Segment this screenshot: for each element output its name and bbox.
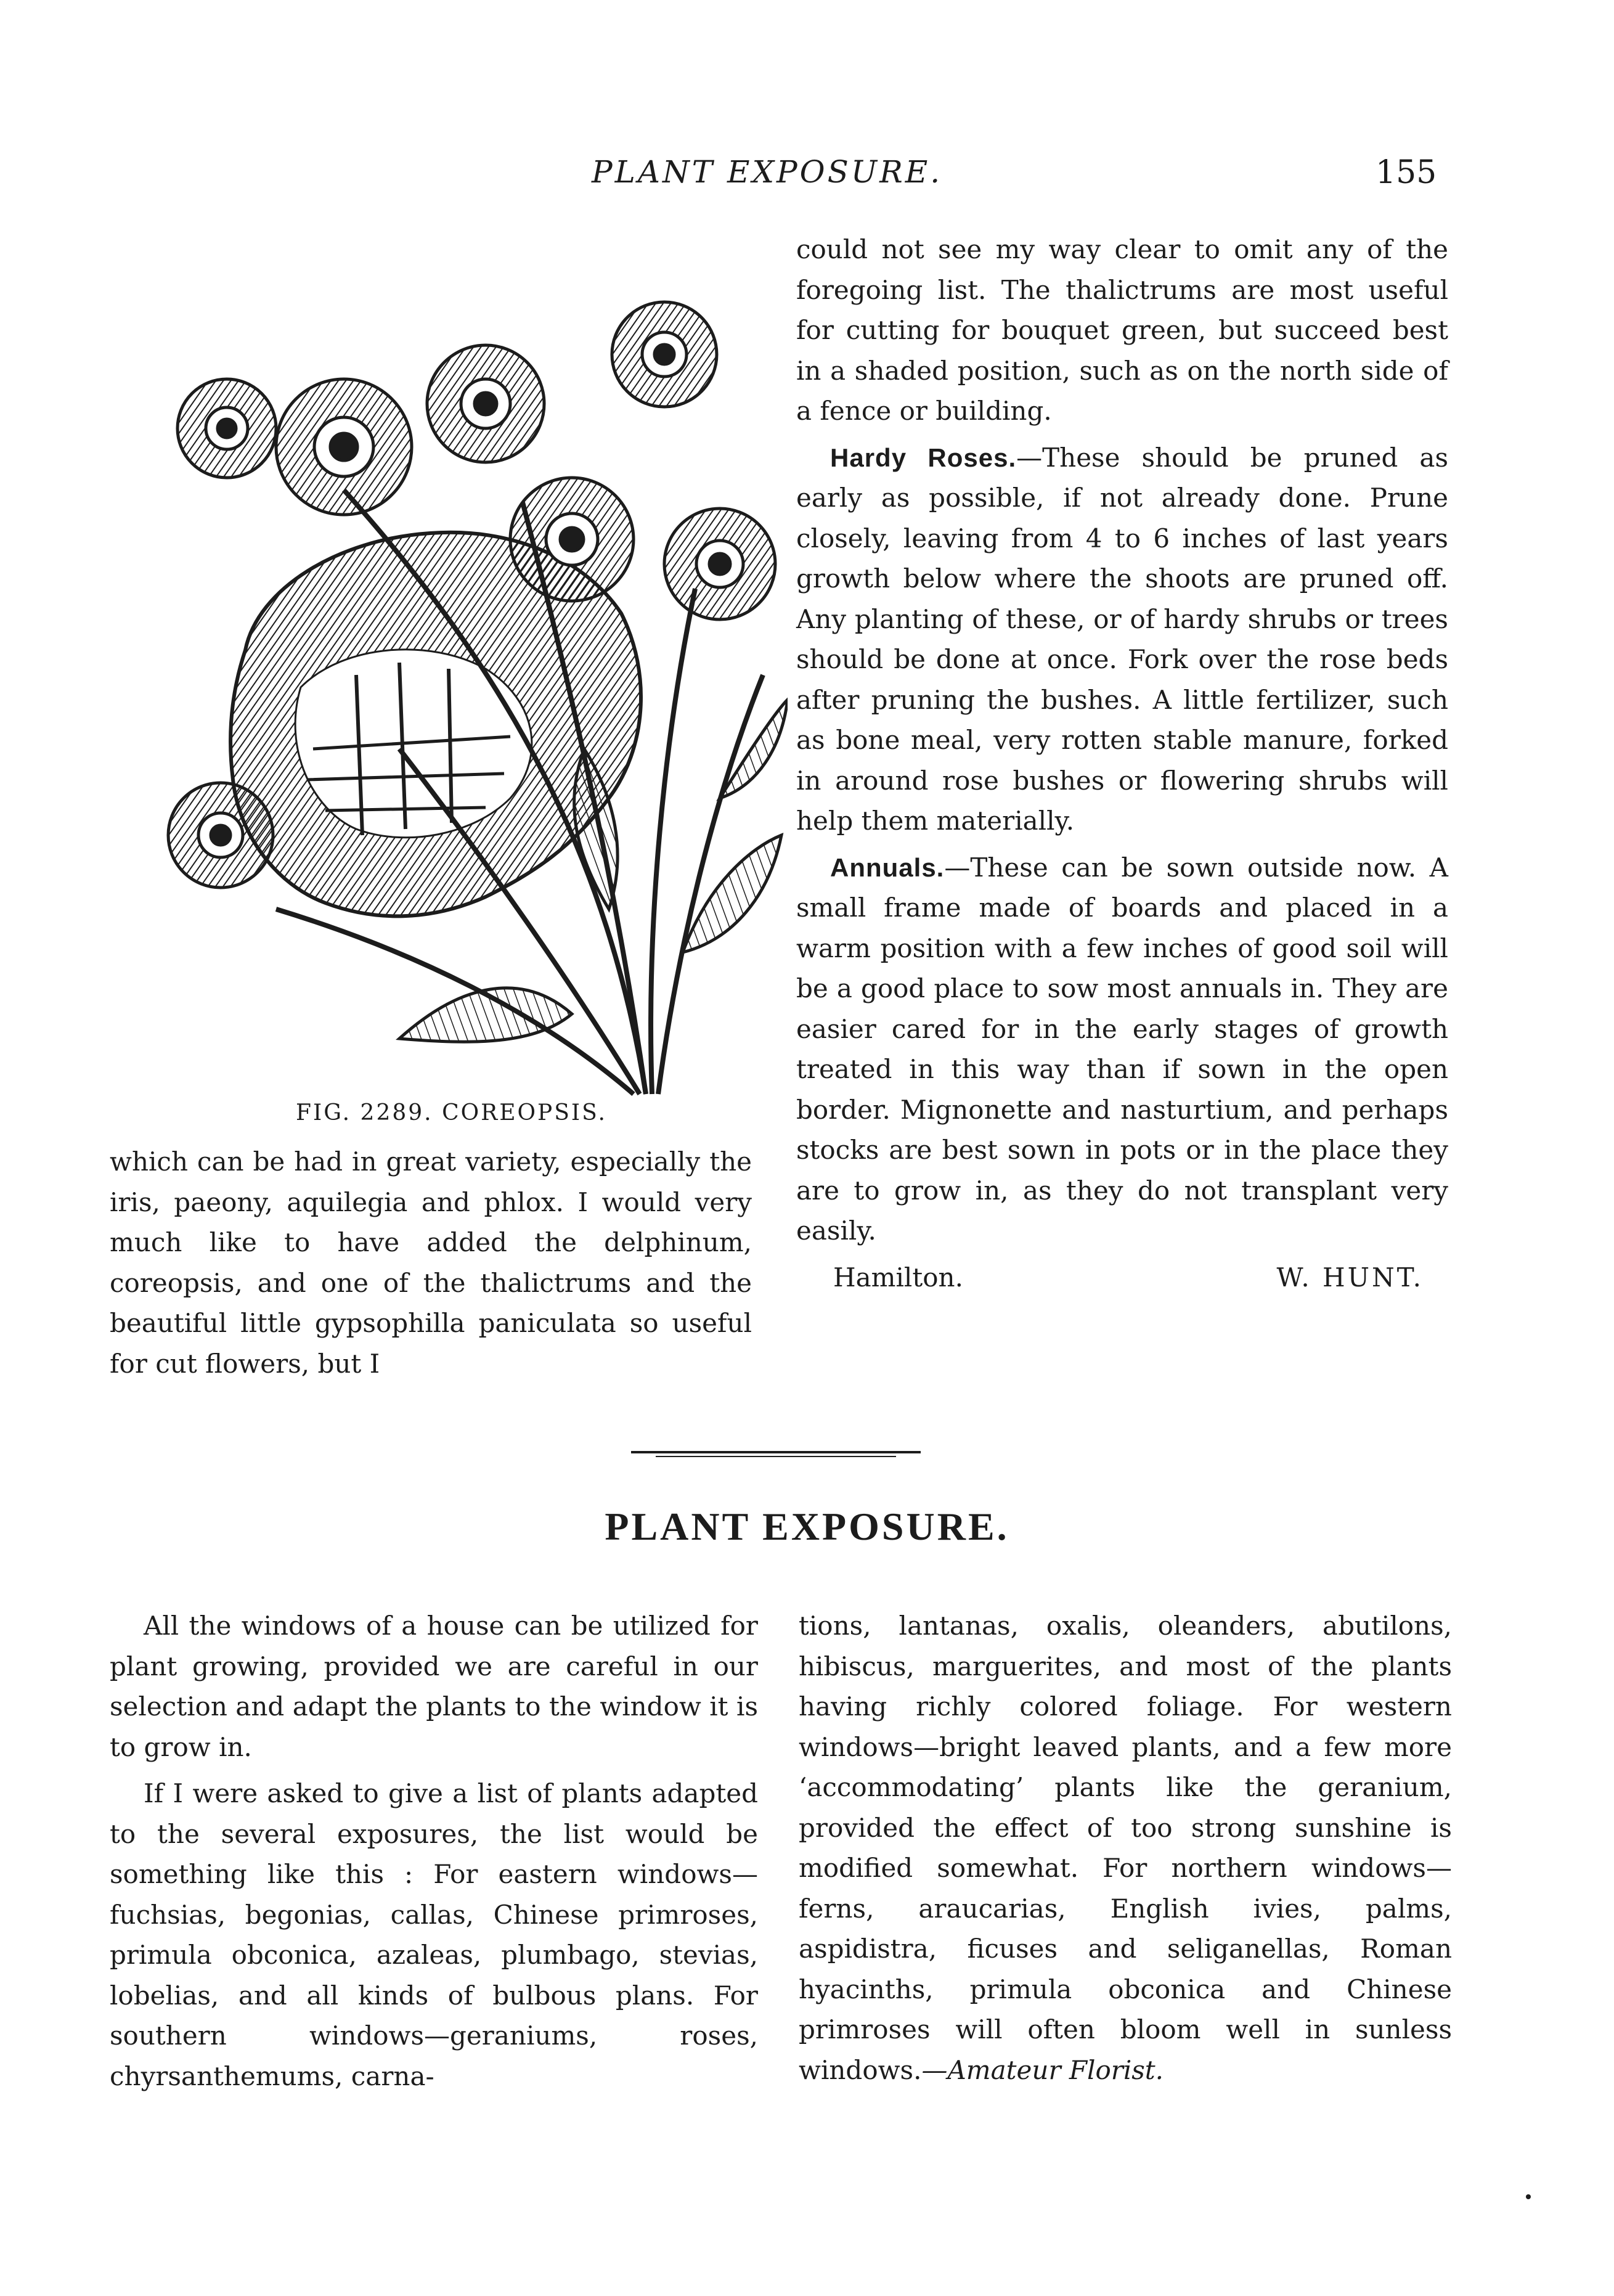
print-speck [1526, 2194, 1531, 2199]
annuals-paragraph [796, 848, 1448, 1251]
hardy-roses-heading: Hardy Roses. [830, 443, 1017, 472]
right-intro-paragraph: could not see my way clear to omit any of the foregoing list. The thalictrums are most useful for cutting for bouquet green, but succeed best in a shaded position, such as on the north side of a fence or building. [796, 234, 1448, 426]
article-paragraph-1: All the windows of a house can be utilized for plant growing, provided we are careful in our selection and adapt the plants to the window it is to grow in. [110, 1611, 758, 1762]
right-column-text [796, 229, 1448, 1297]
article-paragraph-2: If I were asked to give a list of plants adapted to the several exposures, the list would be something like this : For eastern windows—fuchsias, begonias, callas, Chinese primroses, primula obconica, azaleas, plumbago, stevias, lobelias, and all kinds of bulbous plans. For southern windows—geraniums, roses, chyrsanthemums, carna- [110, 1778, 758, 2091]
signature-place: Hamilton. [833, 1262, 963, 1293]
article-right-column [799, 1606, 1452, 2096]
article-left-column [110, 1606, 758, 2102]
left-column-text [110, 1142, 752, 1390]
section-divider [631, 1451, 921, 1453]
article-paragraph-3 [799, 1606, 1452, 2090]
article-title: PLANT EXPOSURE. [605, 1505, 1009, 1548]
hardy-roses-paragraph [796, 438, 1448, 841]
article-credit: —Amateur Florist. [921, 2054, 1164, 2085]
signature-line [796, 1257, 1448, 1298]
figure-caption: FIG. 2289. COREOPSIS. [296, 1100, 607, 1126]
annuals-text: —These can be sown outside now. A small frame made of boards and placed in a warm position with a few inches of good soil will be a good place to sow most annuals in. They are easier cared for in the early stages of growth treated in this way than if sown in the open border. Mignonette and nasturtium, and perhaps stocks are best sown in pots or in the place they are to grow in, as they do not transplant very easily. [796, 852, 1448, 1246]
running-head: PLANT EXPOSURE. [592, 154, 943, 190]
section-divider-thin [656, 1456, 896, 1457]
coreopsis-engraving-icon [141, 243, 788, 1106]
hardy-roses-text: —These should be pruned as early as possible, if not already done. Prune closely, leaving from 4 to 6 inches of last years growth below where the shoots are pruned off. Any planting of these, or of hardy shrubs or trees should be done at once. Fork over the rose beds after pruning the bushes. A little fertilizer, such as bone meal, very rotten stable manure, forked in around rose bushes or flowering shrubs will help them materially. [796, 442, 1448, 836]
continuation-paragraph: which can be had in great variety, especially the iris, paeony, aquilegia and phlox. I would very much like to have added the delphinum, coreopsis, and one of the thalictrums and the beautiful little gypsophilla paniculata so useful for cut flowers, but I [110, 1146, 752, 1379]
article-paragraph-3-text: tions, lantanas, oxalis, oleanders, abutilons, hibiscus, marguerites, and most of the plants having richly colored foliage. For western windows—bright leaved plants, and a few more ‘accommodating’ plants like the geranium, provided the effect of too strong sunshine is modified somewhat. For northern windows—ferns, araucarias, English ivies, palms, aspidistra, ficuses and seliganellas, Roman hyacinths, primula obconica and Chinese primroses will often bloom well in sunless windows. [799, 1611, 1452, 2085]
signature-author: W. HUNT. [1276, 1262, 1424, 1293]
page-number: 155 [1376, 154, 1437, 191]
annuals-heading: Annuals. [830, 852, 945, 882]
